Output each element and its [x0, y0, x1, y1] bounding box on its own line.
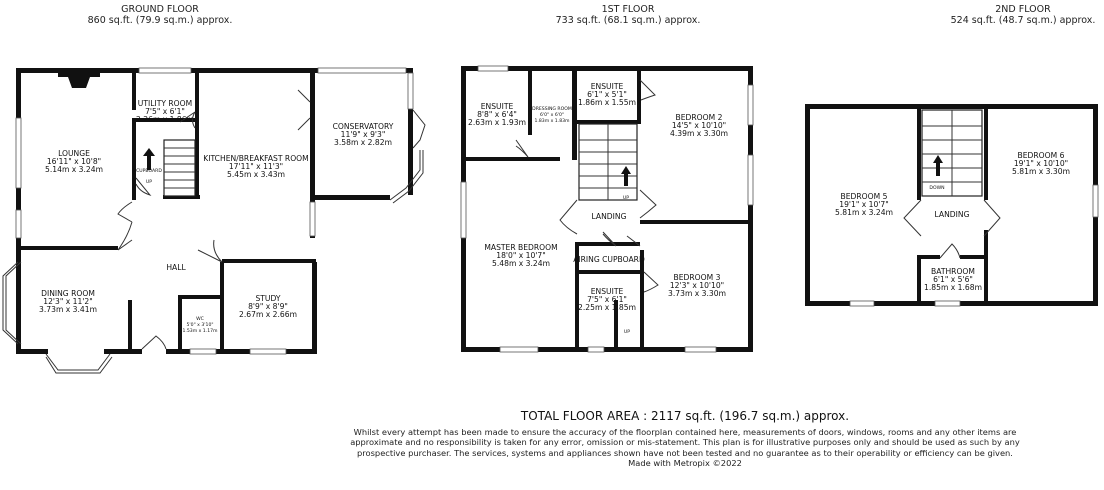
- room-name-ensuite: ENSUITE: [590, 287, 624, 296]
- room-size-imperial: 6'1" x 5'6": [933, 275, 973, 284]
- room-size-metric: 4.39m x 3.30m: [670, 129, 728, 138]
- window: [935, 301, 960, 306]
- room-size-imperial: 16'11" x 10'8": [46, 157, 102, 166]
- room-name-dining: DINING ROOM: [41, 289, 95, 298]
- room-size-metric: 5.81m x 3.30m: [1012, 167, 1070, 176]
- window: [310, 202, 315, 236]
- room-size-imperial: 8'8" x 6'4": [477, 110, 517, 119]
- floor-area: 524 sq.ft. (48.7 sq.m.) approx.: [950, 15, 1096, 26]
- ground-floor-plan: [3, 68, 425, 373]
- room-size-imperial: 12'3" x 11'2": [43, 297, 93, 306]
- room-name-bedroom-3: BEDROOM 3: [673, 273, 721, 282]
- room-name-master-bedroom: MASTER BEDROOM: [484, 243, 558, 252]
- stairs: [579, 124, 637, 200]
- room-name-ensuite: ENSUITE: [590, 82, 624, 91]
- room-name-landing: LANDING: [934, 210, 970, 219]
- room-size-metric: 1.53m x 1.17m: [182, 329, 218, 334]
- room-size-imperial: 7'5" x 6'1": [587, 295, 627, 304]
- room-name-bedroom-6: BEDROOM 6: [1017, 151, 1065, 160]
- stairs: [922, 110, 982, 196]
- room-size-imperial: 11'9" x 9'3": [340, 130, 386, 139]
- window: [748, 85, 753, 125]
- window: [500, 347, 538, 352]
- room-size-metric: 5.45m x 3.43m: [227, 170, 285, 179]
- disclaimer-text: Whilst every attempt has been made to ensure the accuracy of the floorplan contained here, measurements of doors, windows, rooms and any other items are approximate and no responsibility is taken for any error, omission or mis-statement. This plan is for illustrative purposes only and should be used as such by any prospective purchaser. The services, systems and appliances shown have not been tested and no guarantee as to their operability or efficiency can be given.: [350, 427, 1020, 458]
- stair-down-label: DOWN: [929, 186, 945, 191]
- window: [250, 349, 286, 354]
- room-size-metric: 5.48m x 3.24m: [492, 259, 550, 268]
- room-size-metric: 1.86m x 1.55m: [578, 98, 636, 107]
- stairs: [143, 140, 195, 196]
- room-size-imperial: 19'1" x 10'7": [839, 200, 889, 209]
- credit-text: Made with Metropix ©2022: [628, 458, 742, 469]
- floor-name: 1ST FLOOR: [601, 4, 655, 15]
- room-name-conservatory: CONSERVATORY: [332, 122, 394, 131]
- room-size-imperial: 19'1" x 10'10": [1013, 159, 1069, 168]
- room-size-metric: 5.81m x 3.24m: [835, 208, 893, 217]
- room-size-metric: 3.58m x 2.82m: [334, 138, 392, 147]
- room-size-metric: 1.85m x 1.68m: [924, 283, 982, 292]
- room-size-metric: 3.73m x 3.41m: [39, 305, 97, 314]
- room-size-imperial: 6'0" x 6'0": [539, 113, 565, 118]
- room-size-metric: 2.63m x 1.93m: [468, 118, 526, 127]
- window: [850, 301, 874, 306]
- room-size-metric: 2.67m x 2.66m: [239, 310, 297, 319]
- floor-area: 860 sq.ft. (79.9 sq.m.) approx.: [87, 15, 233, 26]
- window: [588, 347, 604, 352]
- disclaimer-block: [350, 427, 1020, 469]
- window: [16, 210, 21, 238]
- window: [478, 66, 508, 71]
- room-size-metric: 2.25m x 1.85m: [578, 303, 636, 312]
- floor-name: 2ND FLOOR: [995, 4, 1051, 15]
- stair-up-label: UP: [145, 180, 153, 185]
- room-name-landing: LANDING: [591, 212, 627, 221]
- room-name-bedroom-5: BEDROOM 5: [840, 192, 888, 201]
- room-name-lounge: LOUNGE: [58, 149, 90, 158]
- room-size-imperial: 14'5" x 10'10": [671, 121, 727, 130]
- window: [16, 118, 21, 188]
- room-name-wc: WC: [196, 317, 204, 322]
- room-size-imperial: 8'9" x 8'9": [248, 302, 288, 311]
- room-name-bathroom: BATHROOM: [931, 267, 975, 276]
- room-name-utility: UTILITY ROOM: [137, 99, 193, 108]
- stair-up-label: UP: [622, 196, 630, 201]
- room-name-dressing: DRESSING ROOM: [532, 107, 572, 112]
- room-name-kitchen: KITCHEN/BREAKFAST ROOM: [203, 154, 309, 163]
- stair-up-label: UP: [623, 330, 631, 335]
- room-size-imperial: 6'1" x 5'1": [587, 90, 627, 99]
- window: [408, 73, 413, 109]
- window: [318, 68, 406, 73]
- conservatory-bay: [390, 150, 420, 200]
- room-name-ensuite: ENSUITE: [480, 102, 514, 111]
- room-size-metric: 1.83m x 1.83m: [534, 119, 570, 124]
- room-name-airing-cupboard: AIRING CUPBOARD: [573, 255, 645, 264]
- room-name-cupboard: CUPBOARD: [136, 169, 162, 174]
- window: [461, 182, 466, 238]
- room-size-imperial: 5'0" x 3'10": [186, 323, 214, 328]
- room-name-hall: HALL: [166, 263, 186, 272]
- bay-window: [46, 354, 110, 370]
- room-size-imperial: 12'3" x 10'10": [669, 281, 725, 290]
- window: [190, 349, 216, 354]
- window: [139, 68, 191, 73]
- room-name-study: STUDY: [255, 294, 281, 303]
- room-size-metric: 5.14m x 3.24m: [45, 165, 103, 174]
- floor-name: GROUND FLOOR: [121, 4, 199, 15]
- room-size-metric: 3.73m x 3.30m: [668, 289, 726, 298]
- window: [685, 347, 716, 352]
- total-floor-area: TOTAL FLOOR AREA : 2117 sq.ft. (196.7 sq.m.) approx.: [520, 409, 850, 423]
- window: [748, 155, 753, 205]
- floor-area: 733 sq.ft. (68.1 sq.m.) approx.: [555, 15, 701, 26]
- room-name-bedroom-2: BEDROOM 2: [675, 113, 723, 122]
- room-size-imperial: 18'0" x 10'7": [496, 251, 546, 260]
- room-size-metric: 2.26m x 1.86m: [136, 115, 194, 124]
- room-size-imperial: 7'5" x 6'1": [145, 107, 185, 116]
- window: [1093, 185, 1098, 217]
- room-size-imperial: 17'11" x 11'3": [228, 162, 284, 171]
